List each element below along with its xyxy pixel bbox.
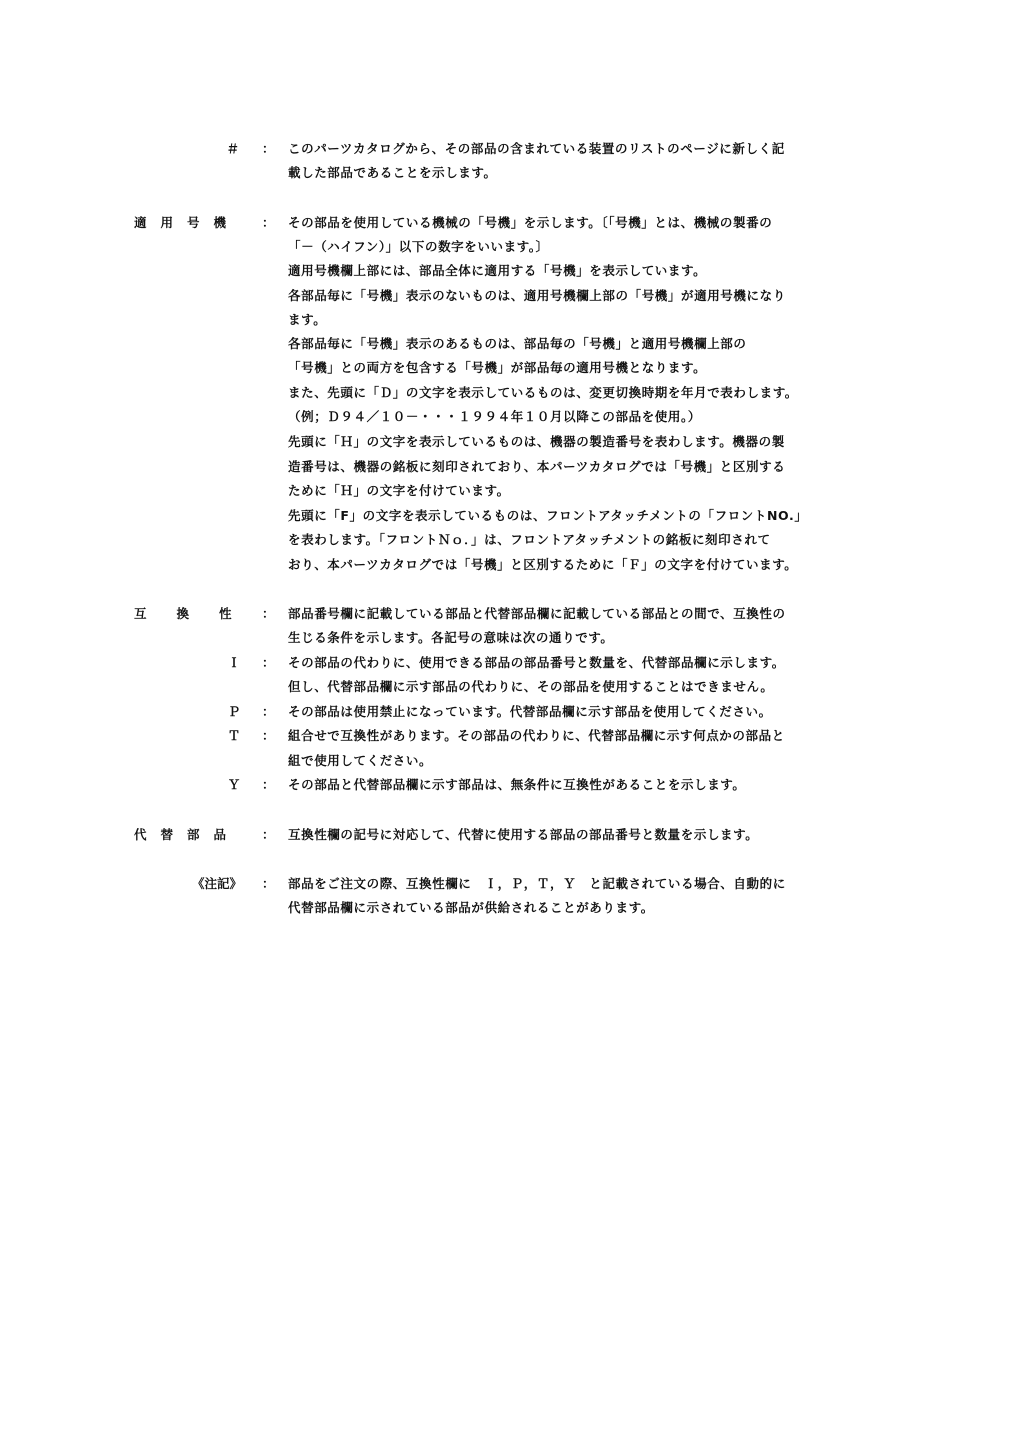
applicable-units-row	[0, 356, 1024, 380]
substitute-parts-label: 代替部品	[134, 827, 241, 842]
applicable-units-text-line: その部品を使用している機械の「号機」を示します。〔「号機」とは、機械の製番の	[288, 215, 773, 230]
compatibility-label: 互換性	[134, 606, 262, 621]
substitute-parts-text-line: 互換性欄の記号に対応して、代替に使用する部品の部品番号と数量を示します。	[288, 827, 759, 842]
colon: ：	[262, 827, 275, 842]
note-row-1	[0, 872, 1024, 896]
applicable-units-text-line: 各部品毎に「号機」表示のあるものは、部品毎の「号機」と適用号機欄上部の	[288, 336, 747, 351]
applicable-units-row	[0, 284, 1024, 308]
code-i-row-2	[0, 675, 1024, 699]
applicable-units-row	[0, 430, 1024, 454]
hash-text-line: 載した部品であることを示します。	[288, 165, 497, 180]
code-p-row	[0, 700, 1024, 724]
applicable-units-label: 適用号機	[134, 215, 241, 230]
applicable-units-text-line: を表わします。「フロントＮｏ．」は、フロントアタッチメントの銘板に刻印されて	[288, 532, 771, 547]
substitute-parts-row	[0, 823, 1024, 847]
applicable-units-text-line: また、先頭に「Ｄ」の文字を表示しているものは、変更切換時期を年月で表わします。	[288, 385, 798, 400]
applicable-units-text-line: 「－（ハイフン）」以下の数字をいいます。〕	[288, 239, 549, 254]
code-t-text-line: 組で使用してください。	[288, 753, 433, 768]
applicable-units-row	[0, 455, 1024, 479]
note-row-2	[0, 896, 1024, 920]
applicable-units-text-line: 造番号は、機器の銘板に刻印されており、本パーツカタログでは「号機」と区別する	[288, 459, 786, 474]
applicable-units-row	[0, 553, 1024, 577]
colon: ：	[262, 704, 275, 719]
note-text-line: 部品をご注文の際、互換性欄に Ｉ，Ｐ，Ｔ，Ｙ と記載されている場合、自動的に	[288, 876, 786, 891]
colon: ：	[262, 606, 275, 621]
applicable-units-text-line: ます。	[288, 312, 327, 327]
hash-text-line: このパーツカタログから、その部品の含まれている装置のリストのページに新しく記	[288, 141, 785, 156]
compatibility-text-line: 生じる条件を示します。各記号の意味は次の通りです。	[288, 630, 614, 645]
code-i-text-line: その部品の代わりに、使用できる部品の部品番号と数量を、代替部品欄に示します。	[288, 655, 785, 670]
compatibility-row	[0, 626, 1024, 650]
applicable-units-row-1	[0, 211, 1024, 235]
code-i-text-line: 但し、代替部品欄に示す部品の代わりに、その部品を使用することはできません。	[288, 679, 774, 694]
applicable-units-text-line: 適用号機欄上部には、部品全体に適用する「号機」を表示しています。	[288, 263, 707, 278]
colon: ：	[262, 215, 275, 230]
applicable-units-text-line: おり、本パーツカタログでは「号機」と区別するために「Ｆ」の文字を付けています。	[288, 557, 798, 572]
applicable-units-row	[0, 479, 1024, 503]
code-y-row	[0, 773, 1024, 797]
applicable-units-text-line: 「号機」との両方を包含する「号機」が部品毎の適用号機となります。	[288, 360, 707, 375]
applicable-units-row	[0, 259, 1024, 283]
applicable-units-row	[0, 381, 1024, 405]
compatibility-row-1	[0, 602, 1024, 626]
applicable-units-row	[0, 405, 1024, 429]
note-text-line: 代替部品欄に示されている部品が供給されることがあります。	[288, 900, 654, 915]
applicable-units-text-line: ために「Ｈ」の文字を付けています。	[288, 483, 510, 498]
code-t-row-1	[0, 724, 1024, 748]
hash-label: ＃	[226, 141, 239, 156]
applicable-units-text-line: 先頭に「F」の文字を表示しているものは、フロントアタッチメントの「フロントNO.」	[288, 508, 808, 523]
code-y-text-line: その部品と代替部品欄に示す部品は、無条件に互換性があることを示します。	[288, 777, 746, 792]
applicable-units-text-line: 先頭に「Ｈ」の文字を表示しているものは、機器の製造番号を表わします。機器の製	[288, 434, 785, 449]
code-t-label: Ｔ	[227, 728, 241, 743]
code-t-row-2	[0, 749, 1024, 773]
code-t-text-line: 組合せで互換性があります。その部品の代わりに、代替部品欄に示す何点かの部品と	[288, 728, 785, 743]
colon: ：	[262, 777, 275, 792]
applicable-units-row	[0, 235, 1024, 259]
hash-row-2	[0, 161, 1024, 185]
compatibility-text-line: 部品番号欄に記載している部品と代替部品欄に記載している部品との間で、互換性の	[288, 606, 786, 621]
colon: ：	[262, 728, 275, 743]
applicable-units-text-line: 各部品毎に「号機」表示のないものは、適用号機欄上部の「号機」が適用号機になり	[288, 288, 786, 303]
hash-row-1	[0, 137, 1024, 161]
applicable-units-row	[0, 528, 1024, 552]
applicable-units-row	[0, 332, 1024, 356]
code-i-label: Ｉ	[227, 655, 241, 670]
applicable-units-text-line: （例；Ｄ９４／１０－・・・１９９４年１０月以降この部品を使用。）	[288, 409, 701, 424]
code-y-label: Ｙ	[227, 777, 241, 792]
code-p-text-line: その部品は使用禁止になっています。代替部品欄に示す部品を使用してください。	[288, 704, 772, 719]
colon: ：	[262, 141, 275, 156]
code-p-label: Ｐ	[227, 704, 241, 719]
note-label: 《注記》	[191, 876, 242, 891]
colon: ：	[262, 655, 275, 670]
code-i-row-1	[0, 651, 1024, 675]
applicable-units-row	[0, 504, 1024, 528]
colon: ：	[262, 876, 275, 891]
applicable-units-row	[0, 308, 1024, 332]
